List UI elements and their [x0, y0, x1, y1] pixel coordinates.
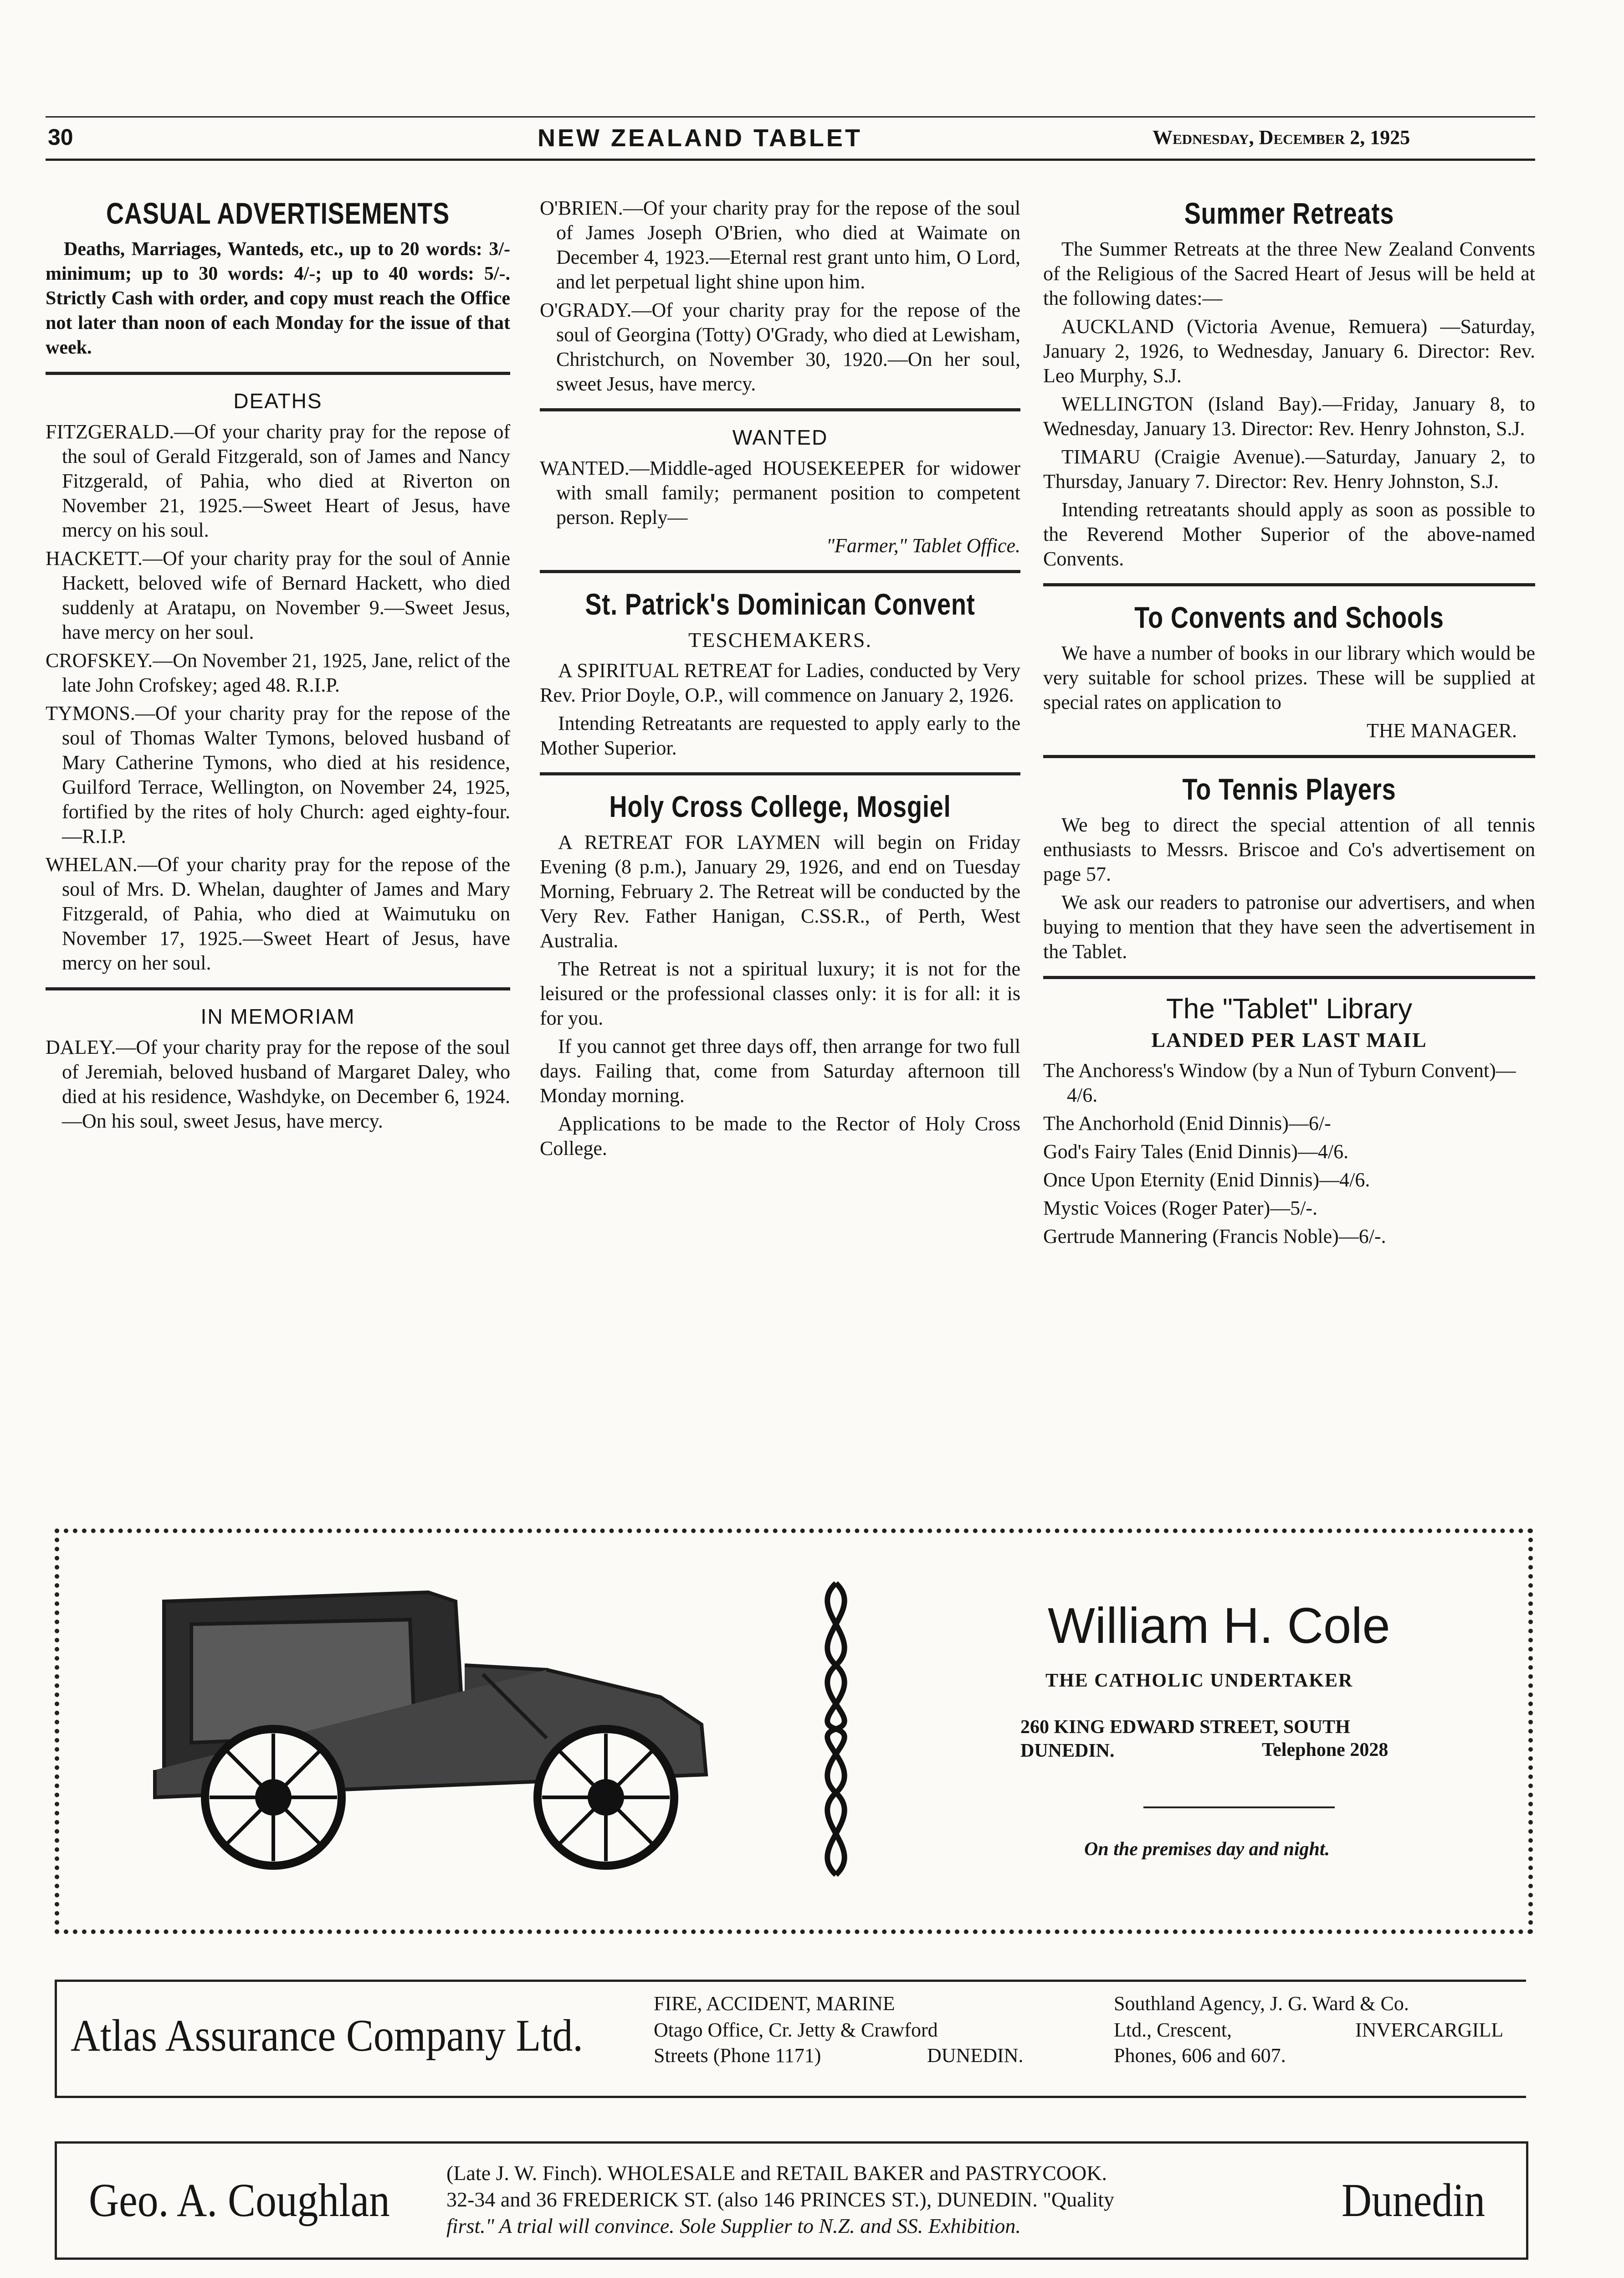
- tennis-title: To Tennis Players: [1182, 772, 1396, 806]
- undertaker-tagline: THE CATHOLIC UNDERTAKER: [1045, 1670, 1353, 1691]
- obituary-notice: O'BRIEN.—Of your charity pray for the repose of the soul of James Joseph O'Brien, who died at Waimate on December 4, 1923.—Eternal rest grant unto him, O Lord, and let perpetual light shine upon him.: [540, 197, 1020, 293]
- death-notice: CROFSKEY.—On November 21, 1925, Jane, relict of the late John Crofskey; aged 48. R.I.P.: [46, 649, 510, 696]
- holy-cross-text: Applications to be made to the Rector of Holy Cross College.: [540, 1113, 1020, 1160]
- undertaker-address: 260 KING EDWARD STREET, SOUTH DUNEDIN.: [1020, 1717, 1350, 1761]
- st-patricks-title: St. Patrick's Dominican Convent: [585, 587, 975, 621]
- divider: [46, 987, 510, 990]
- summer-retreat-item: AUCKLAND (Victoria Avenue, Remuera) —Saturday, January 2, 1926, to Wednesday, January 6. Director: Rev. Leo Murphy, S.J.: [1043, 315, 1535, 387]
- atlas-types: FIRE, ACCIDENT, MARINE: [654, 1992, 895, 2015]
- convents-signature: THE MANAGER.: [1367, 719, 1517, 742]
- library-book: Once Upon Eternity (Enid Dinnis)—4/6.: [1043, 1169, 1370, 1191]
- wheel-icon: [205, 1729, 342, 1866]
- library-book: The Anchoress's Window (by a Nun of Tyburn Convent)—4/6.: [1043, 1059, 1516, 1106]
- holy-cross-title: Holy Cross College, Mosgiel: [609, 790, 951, 823]
- summer-retreat-item: WELLINGTON (Island Bay).—Friday, January 8, to Wednesday, January 13. Director: Rev. Henry Johnston, S.J.: [1043, 393, 1535, 440]
- masthead-title: NEW ZEALAND TABLET: [538, 124, 862, 152]
- library-subtitle: LANDED PER LAST MAIL: [1151, 1028, 1427, 1052]
- wanted-heading: WANTED: [732, 426, 828, 449]
- summer-retreats-outro: Intending retreatants should apply as soon as possible to the Reverend Mother Superior of the above-named Convents.: [1043, 498, 1535, 570]
- death-notice: HACKETT.—Of your charity pray for the soul of Annie Hackett, beloved wife of Bernard Hackett, who died suddenly at Aratapu, on November 9.—Sweet Jesus, have mercy on her soul.: [46, 547, 510, 643]
- holy-cross-text: If you cannot get three days off, then arrange for two full days. Failing that, come from Saturday afternoon till Monday morning.: [540, 1035, 1020, 1107]
- atlas-agency: Southland Agency, J. G. Ward & Co.: [1114, 1992, 1409, 2015]
- divider: [1043, 583, 1535, 586]
- column-3: [1043, 196, 1535, 1252]
- divider: [540, 408, 1020, 411]
- atlas-ad: [55, 1980, 1526, 2098]
- issue-date: Wednesday, December 2, 1925: [1153, 126, 1410, 149]
- tennis-text: We ask our readers to patronise our advertisers, and when buying to mention that they have seen the advertisement in the Tablet.: [1043, 891, 1535, 963]
- convents-text: We have a number of books in our library which would be very suitable for school prizes. These will be supplied at special rates on application to: [1043, 642, 1535, 713]
- obituary-notice: O'GRADY.—Of your charity pray for the repose of the soul of Georgina (Totty) O'Grady, who died at Lewisham, Christchurch, on November 30, 1920.—On her soul, sweet Jesus, have mercy.: [540, 299, 1020, 395]
- atlas-office: Otago Office, Cr. Jetty & Crawford: [654, 2019, 938, 2041]
- column-2: [540, 196, 1020, 1165]
- hearse-illustration: [137, 1560, 738, 1888]
- library-book: God's Fairy Tales (Enid Dinnis)—4/6.: [1043, 1140, 1349, 1163]
- casual-ads-title: CASUAL ADVERTISEMENTS: [106, 196, 450, 230]
- coughlan-line: first." A trial will convince. Sole Supplier to N.Z. and SS. Exhibition.: [446, 2214, 1021, 2237]
- holy-cross-text: A RETREAT FOR LAYMEN will begin on Friday Evening (8 p.m.), January 29, 1926, and end on Tuesday Morning, February 2. The Retreat will be conducted by the Very Rev. Father Hanigan, C.SS.R., of Perth, West Australia.: [540, 831, 1020, 952]
- coughlan-name: Geo. A. Coughlan: [89, 2174, 390, 2227]
- casual-ads-text: Deaths, Marriages, Wanteds, etc., up to 20 words: 3/- minimum; up to 30 words: 4/-; up to 40 words: 5/-. Strictly Cash with order, and copy must reach the Office not later than noon of each Monday for the issue of that week.: [46, 239, 510, 358]
- tennis-text: We beg to direct the special attention of all tennis enthusiasts to Messrs. Briscoe and Co's advertisement on page 57.: [1043, 814, 1535, 885]
- memoriam-notice: DALEY.—Of your charity pray for the repose of the soul of Jeremiah, beloved husband of Margaret Daley, who died at his residence, Washdyke, on December 6, 1924. —On his soul, sweet Jesus, have mercy.: [46, 1036, 510, 1132]
- atlas-agency: Ltd., Crescent,: [1114, 2019, 1232, 2041]
- death-notice: WHELAN.—Of your charity pray for the repose of the soul of Mrs. D. Whelan, daughter of James and Mary Fitzgerald, of Pahia, who died at Waimutuku on November 17, 1925.—Sweet Heart of Jesus, have mercy on her soul.: [46, 853, 510, 974]
- summer-retreat-item: TIMARU (Craigie Avenue).—Saturday, January 2, to Thursday, January 7. Director: Rev. Henry Johnston, S.J.: [1043, 446, 1535, 493]
- memoriam-heading: IN MEMORIAM: [200, 1005, 355, 1028]
- header-bottom-rule: [46, 159, 1535, 161]
- coughlan-city: Dunedin: [1342, 2174, 1486, 2227]
- undertaker-note: On the premises day and night.: [1084, 1839, 1330, 1860]
- st-patricks-text: Intending Retreatants are requested to apply early to the Mother Superior.: [540, 712, 1020, 759]
- wheel-icon: [538, 1729, 674, 1866]
- atlas-name: Atlas Assurance Company Ltd.: [71, 2010, 583, 2061]
- atlas-phones: Phones, 606 and 607.: [1114, 2044, 1286, 2067]
- wanted-reply: "Farmer," Tablet Office.: [826, 534, 1020, 557]
- library-book: The Anchorhold (Enid Dinnis)—6/-: [1043, 1112, 1331, 1134]
- divider: [540, 772, 1020, 775]
- coughlan-line: 32-34 and 36 FREDERICK ST. (also 146 PRINCES ST.), DUNEDIN. "Quality: [446, 2188, 1115, 2211]
- library-book: Mystic Voices (Roger Pater)—5/-.: [1043, 1197, 1318, 1219]
- st-patricks-subtitle: TESCHEMAKERS.: [688, 628, 872, 652]
- atlas-office-city: DUNEDIN.: [927, 2044, 1024, 2067]
- header-top-rule: [46, 116, 1535, 118]
- divider: [1043, 976, 1535, 979]
- library-title: The "Tablet" Library: [1166, 993, 1413, 1025]
- holy-cross-text: The Retreat is not a spiritual luxury; it is not for the leisured or the professional classes only: it is for all: it is for you.: [540, 958, 1020, 1029]
- divider: [46, 372, 510, 375]
- page-number: 30: [48, 124, 73, 150]
- undertaker-ad: [55, 1529, 1533, 1934]
- library-book: Gertrude Mannering (Francis Noble)—6/-.: [1043, 1225, 1386, 1247]
- coughlan-ad: [55, 2141, 1528, 2260]
- st-patricks-text: A SPIRITUAL RETREAT for Ladies, conducted by Very Rev. Prior Doyle, O.P., will commence on January 2, 1926.: [540, 659, 1020, 706]
- divider: [1043, 755, 1535, 758]
- ornament-icon: [797, 1574, 875, 1884]
- column-1: [46, 196, 510, 1137]
- summer-retreats-title: Summer Retreats: [1184, 196, 1394, 230]
- undertaker-name: William H. Cole: [1048, 1598, 1390, 1654]
- summer-retreats-intro: The Summer Retreats at the three New Zealand Convents of the Religious of the Sacred Heart of Jesus will be held at the following dates:—: [1043, 238, 1535, 309]
- undertaker-phone: Telephone 2028: [1262, 1739, 1388, 1760]
- undertaker-divider: [1143, 1806, 1335, 1808]
- wanted-notice: WANTED.—Middle-aged HOUSEKEEPER for widower with small family; permanent position to competent person. Reply—: [540, 457, 1020, 528]
- atlas-office: Streets (Phone 1171): [654, 2044, 821, 2067]
- death-notice: FITZGERALD.—Of your charity pray for the repose of the soul of Gerald Fitzgerald, son of James and Nancy Fitzgerald, of Pahia, who died at Riverton on November 21, 1925.—Sweet Heart of Jesus, have mercy on his soul.: [46, 421, 510, 541]
- coughlan-line: (Late J. W. Finch). WHOLESALE and RETAIL BAKER and PASTRYCOOK.: [446, 2161, 1107, 2185]
- deaths-heading: DEATHS: [233, 389, 323, 413]
- convents-title: To Convents and Schools: [1134, 600, 1444, 634]
- death-notice: TYMONS.—Of your charity pray for the repose of the soul of Thomas Walter Tymons, beloved husband of Mary Catherine Tymons, who died at his residence, Guilford Terrace, Wellington, on November 24, 1925, fortified by the rites of holy Church: aged eighty-four.—R.I.P.: [46, 702, 510, 847]
- atlas-agency-city: INVERCARGILL: [1355, 2019, 1504, 2041]
- divider: [540, 570, 1020, 573]
